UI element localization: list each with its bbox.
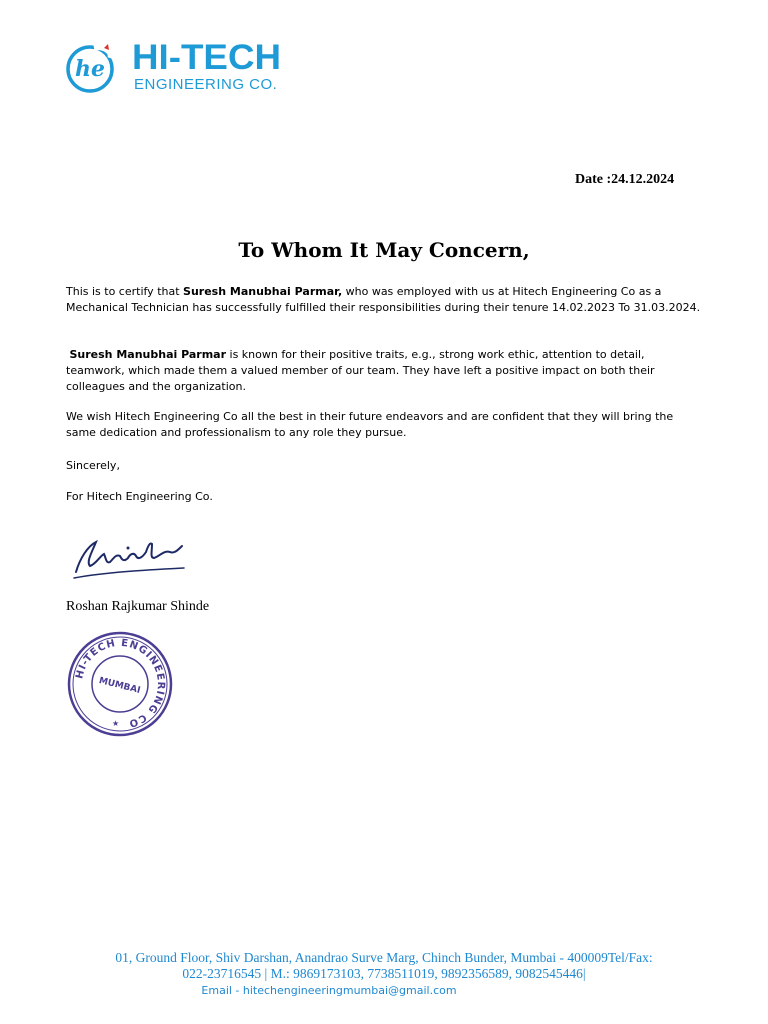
- paragraph-certification: [66, 284, 706, 316]
- company-name: HI-TECH: [132, 38, 282, 77]
- paragraph-wishes: We wish Hitech Engineering Co all the best in their future endeavors and are confident that they will bring the same dedication and professionalism to any role they pursue.: [66, 410, 674, 439]
- company-logo: [64, 40, 334, 96]
- svg-text:★: ★: [112, 719, 120, 728]
- footer-email[interactable]: Email - hitechengineeringmumbai@gmail.com: [201, 984, 457, 997]
- employee-name-2: Suresh Manubhai Parmar: [69, 348, 227, 361]
- p1-prefix: This is to certify that: [66, 285, 184, 298]
- stamp-center-text: MUMBAI: [97, 675, 142, 696]
- company-subtitle: ENGINEERING CO.: [134, 76, 278, 93]
- logo-monogram-text: he: [75, 56, 105, 82]
- signatory-name: Roshan Rajkumar Shinde: [66, 599, 210, 614]
- letter-date: Date :24.12.2024: [575, 172, 675, 187]
- footer-address-line: 01, Ground Floor, Shiv Darshan, Anandrao Surve Marg, Chinch Bunder, Mumbai - 400009Tel/Fax:: [115, 950, 653, 965]
- company-stamp: [66, 630, 174, 738]
- p1-suffix: who was employed with us at Hitech Engineering Co as a Mechanical Technician has successfully fulfilled their responsibilities during their tenure 14.02.2023 To 31.03.2024.: [66, 285, 701, 314]
- footer-phones-line: 022-23716545 | M.: 9869173103, 7738511019, 9892356589, 9082545446|: [182, 966, 586, 981]
- footer-address: [0, 950, 768, 982]
- handwritten-signature: [66, 528, 192, 584]
- paragraph-traits: [66, 347, 706, 395]
- letter-heading: To Whom It May Concern,: [238, 238, 530, 262]
- for-company: For Hitech Engineering Co.: [66, 490, 213, 503]
- employee-name: Suresh Manubhai Parmar,: [183, 285, 343, 298]
- logo-monogram-icon: [64, 42, 116, 94]
- p2-suffix: is known for their positive traits, e.g., strong work ethic, attention to detail, teamwork, which made them a valued member of our team. They have left a positive impact on both their colleagues and the organization.: [66, 348, 655, 393]
- closing: Sincerely,: [66, 459, 120, 472]
- stamp-ring-text: HI-TECH ENGINEERING CO: [74, 637, 167, 730]
